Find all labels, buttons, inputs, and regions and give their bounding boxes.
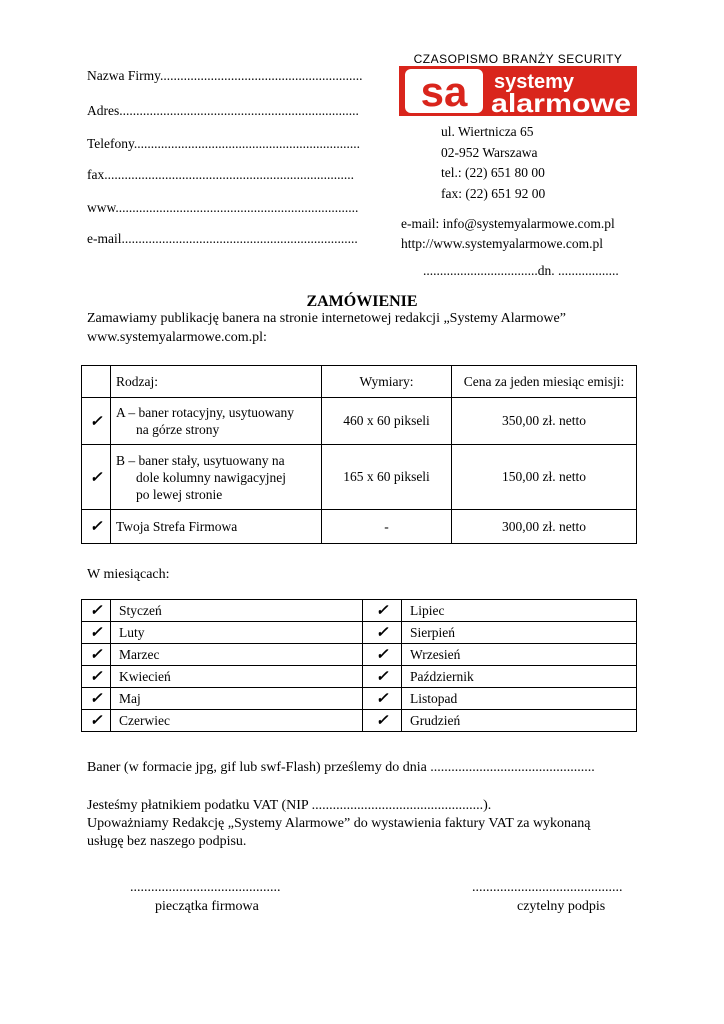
logo-mark-text: sa <box>420 68 468 115</box>
logo-graphic <box>399 50 637 116</box>
pricing-row-b <box>82 445 637 510</box>
pricing-header-check <box>82 366 111 398</box>
order-intro-line2: www.systemyalarmowe.com.pl: <box>87 330 267 345</box>
logo-banner-text: CZASOPISMO BRANŻY SECURITY <box>413 52 623 66</box>
month-row <box>82 688 637 710</box>
check-icon[interactable]: ✓ <box>363 688 402 710</box>
company-name-field[interactable]: Nazwa Firmy............................................................ <box>87 68 363 83</box>
pricing-header-price: Cena za jeden miesiąc emisji: <box>452 366 637 398</box>
check-icon[interactable]: ✓ <box>363 600 402 622</box>
authorization-line1: Upoważniamy Redakcję „Systemy Alarmowe” do wystawienia faktury VAT za wykonaną <box>87 816 591 831</box>
pricing-size-b: 165 x 60 pikseli <box>322 445 452 510</box>
vat-statement[interactable]: Jesteśmy płatnikiem podatku VAT (NIP .................................................). <box>87 798 492 813</box>
pricing-type-b-line1: B – baner stały, usytuowany na <box>116 452 285 468</box>
check-icon[interactable]: ✓ <box>82 666 111 688</box>
month-left: Maj <box>111 688 363 710</box>
address-field[interactable]: Adres....................................................................... <box>87 103 359 118</box>
check-icon[interactable]: ✓ <box>363 644 402 666</box>
pricing-type-b <box>111 445 322 510</box>
publisher-fax: fax: (22) 651 92 00 <box>441 186 546 201</box>
month-right: Wrzesień <box>402 644 637 666</box>
pricing-price-c: 300,00 zł. netto <box>452 510 637 544</box>
month-left: Marzec <box>111 644 363 666</box>
order-title: ZAMÓWIENIE <box>306 293 418 310</box>
month-left: Styczeń <box>111 600 363 622</box>
email-field[interactable]: e-mail...................................................................... <box>87 231 358 246</box>
publisher-email: e-mail: info@systemyalarmowe.com.pl <box>401 216 615 231</box>
pricing-row-a <box>82 398 637 445</box>
check-icon[interactable]: ✓ <box>363 710 402 732</box>
check-icon[interactable]: ✓ <box>82 622 111 644</box>
pricing-size-a: 460 x 60 pikseli <box>322 398 452 445</box>
month-left: Kwiecień <box>111 666 363 688</box>
www-field[interactable]: www........................................................................ <box>87 200 359 215</box>
month-left: Luty <box>111 622 363 644</box>
month-row <box>82 644 637 666</box>
check-icon[interactable]: ✓ <box>82 710 111 732</box>
pricing-header-row <box>82 366 637 398</box>
month-row <box>82 666 637 688</box>
check-icon[interactable]: ✓ <box>82 600 111 622</box>
pricing-type-a-line2: na górze strony <box>136 422 220 437</box>
month-right: Sierpień <box>402 622 637 644</box>
check-icon[interactable]: ✓ <box>82 644 111 666</box>
month-row <box>82 622 637 644</box>
month-right: Listopad <box>402 688 637 710</box>
pricing-price-a: 350,00 zł. netto <box>452 398 637 445</box>
month-right: Grudzień <box>402 710 637 732</box>
month-row <box>82 710 637 732</box>
publisher-web: http://www.systemyalarmowe.com.pl <box>401 236 603 251</box>
logo-name-line1: systemy <box>494 71 575 93</box>
check-icon[interactable]: ✓ <box>363 666 402 688</box>
pricing-type-a-line1: A – baner rotacyjny, usytuowany <box>116 405 294 420</box>
month-row <box>82 600 637 622</box>
publisher-tel: tel.: (22) 651 80 00 <box>441 165 545 180</box>
check-icon[interactable]: ✓ <box>82 688 111 710</box>
publisher-logo <box>399 50 637 116</box>
pricing-type-c: Twoja Strefa Firmowa <box>111 510 322 544</box>
publisher-city: 02-952 Warszawa <box>441 145 538 160</box>
pricing-size-c: - <box>322 510 452 544</box>
months-label: W miesiącach: <box>87 567 170 582</box>
logo-name-line2: alarmowe <box>491 88 631 116</box>
months-table <box>81 599 637 732</box>
pricing-type-b-line2: dole kolumny nawigacyjnej <box>136 469 286 485</box>
month-left: Czerwiec <box>111 710 363 732</box>
pricing-price-b: 150,00 zł. netto <box>452 445 637 510</box>
pricing-header-type: Rodzaj: <box>111 366 322 398</box>
authorization-line2: usługę bez naszego podpisu. <box>87 834 247 849</box>
month-right: Październik <box>402 666 637 688</box>
banner-deadline[interactable]: Baner (w formacie jpg, gif lub swf-Flash) prześlemy do dnia ............................................... <box>87 760 595 775</box>
pricing-table <box>81 365 637 544</box>
publisher-street: ul. Wiertnicza 65 <box>441 124 534 139</box>
month-right: Lipiec <box>402 600 637 622</box>
signature-dots[interactable]: ........................................... <box>472 880 623 895</box>
signature-label: czytelny podpis <box>517 899 606 914</box>
pricing-row-c <box>82 510 637 544</box>
check-icon[interactable]: ✓ <box>82 510 111 544</box>
pricing-type-b-line3: po lewej stronie <box>136 486 223 502</box>
pricing-header-size: Wymiary: <box>322 366 452 398</box>
stamp-label: pieczątka firmowa <box>155 899 259 914</box>
date-line[interactable]: ..................................dn. .................. <box>423 263 619 278</box>
check-icon[interactable]: ✓ <box>363 622 402 644</box>
check-icon[interactable]: ✓ <box>82 445 111 510</box>
fax-field[interactable]: fax.......................................................................... <box>87 167 354 182</box>
pricing-type-a <box>111 398 322 445</box>
order-intro-line1: Zamawiamy publikację banera na stronie internetowej redakcji „Systemy Alarmowe” <box>87 311 566 326</box>
stamp-dots[interactable]: ........................................... <box>130 880 281 895</box>
check-icon[interactable]: ✓ <box>82 398 111 445</box>
phones-field[interactable]: Telefony................................................................... <box>87 136 361 151</box>
